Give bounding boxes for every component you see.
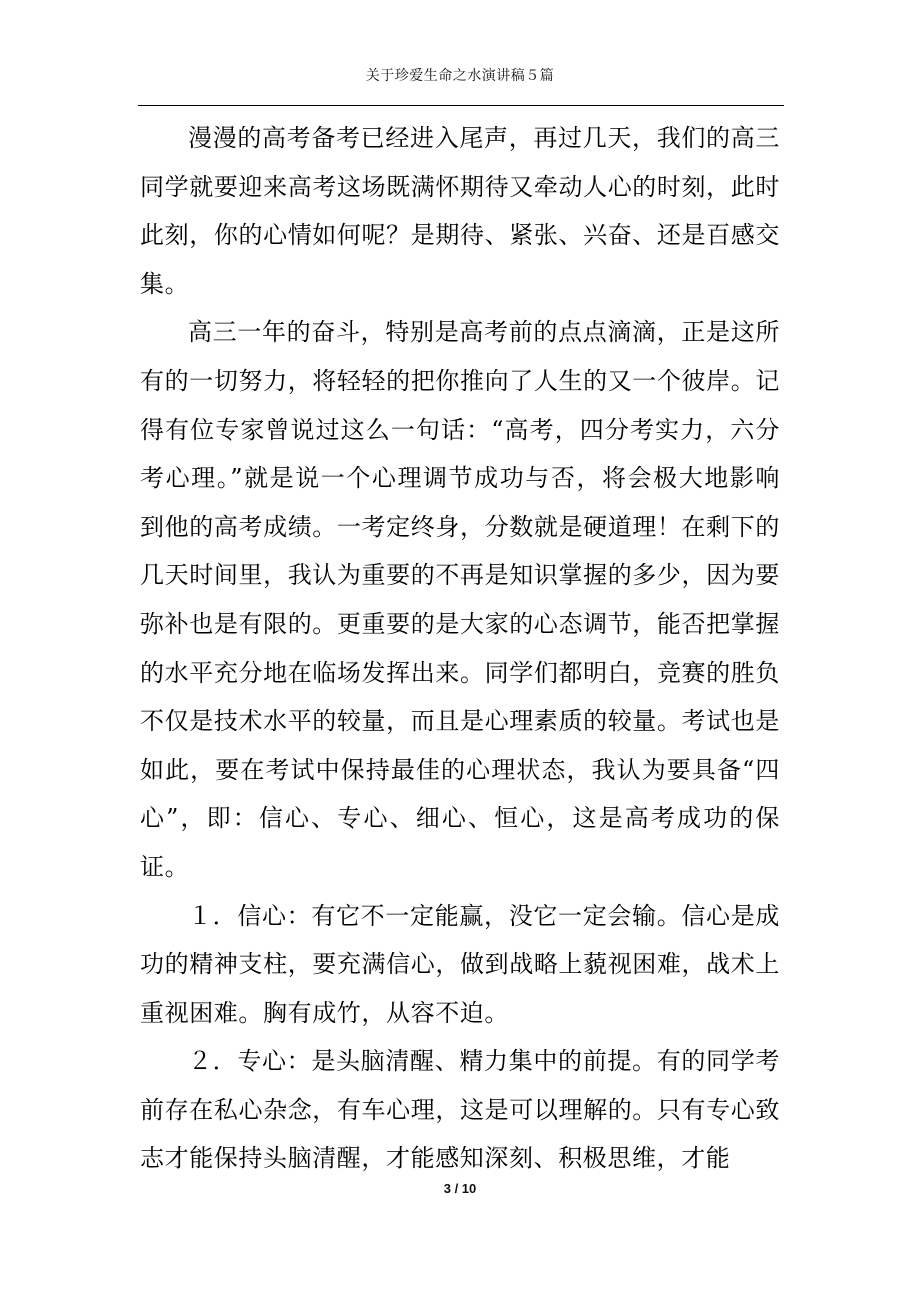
header-divider [138,105,784,106]
document-header-title: 关于珍爱生命之水演讲稿５篇 [365,68,555,84]
page-number: 3 / 10 [443,1181,477,1196]
paragraph-confidence: １．信心：有它不一定能赢，没它一定会输。信心是成功的精神支柱，要充满信心，做到战略上藐视困难，战术上重视困难。胸有成竹，从容不迫。 [140,901,780,1027]
paragraph-four-hearts: 高三一年的奋斗，特别是高考前的点点滴滴，正是这所有的一切努力，将轻轻的把你推向了人生的又一个彼岸。记得有位专家曾说过这么一句话：“高考，四分考实力，六分考心理。”就是说一个心理调节成功与否，将会极大地影响到他的高考成绩。一考定终身，分数就是硬道理！在剩下的几天时间里，我认为重要的不再是知识掌握的多少，因为要弥补也是有限的。更重要的是大家的心态调节，能否把掌握的水平充分地在临场发挥出来。同学们都明白，竞赛的胜负不仅是技术水平的较量，而且是心理素质的较量。考试也是如此，要在考试中保持最佳的心理状态，我认为要具备“四心”，即：信心、专心、细心、恒心，这是高考成功的保证。 [140,318,780,881]
paragraph-intro: 漫漫的高考备考已经进入尾声，再过几天，我们的高三同学就要迎来高考这场既满怀期待又牵动人心的时刻，此时此刻，你的心情如何呢？是期待、紧张、兴奋、还是百感交集。 [140,124,780,298]
paragraph-focus: ２．专心：是头脑清醒、精力集中的前提。有的同学考前存在私心杂念，有车心理，这是可以理解的。只有专心致志才能保持头脑清醒，才能感知深刻、积极思维，才能 [140,1047,780,1173]
document-body [140,114,780,1183]
